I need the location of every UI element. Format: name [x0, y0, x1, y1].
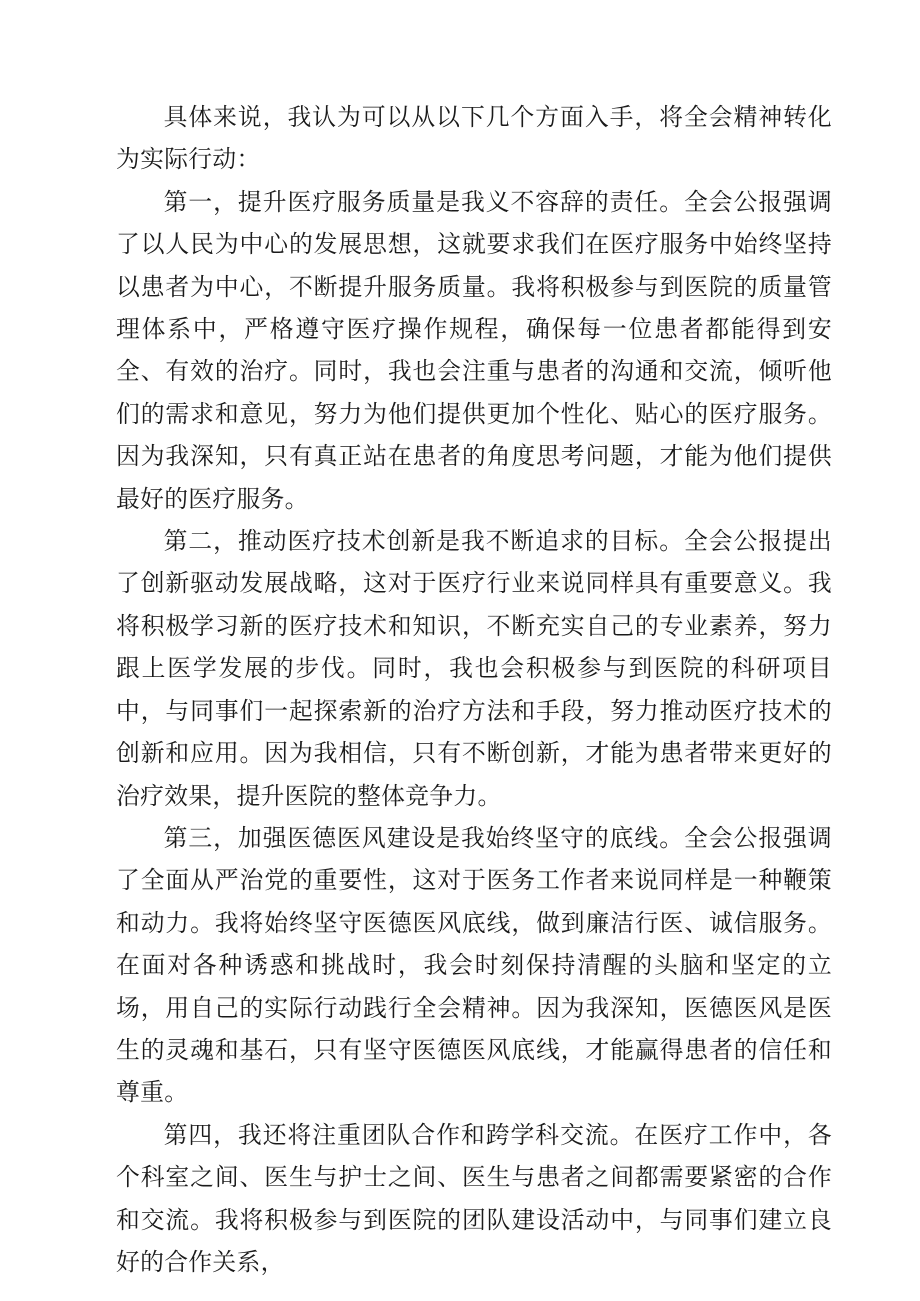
document-body	[116, 96, 832, 1283]
paragraph-intro: 具体来说，我认为可以从以下几个方面入手，将全会精神转化为实际行动：	[116, 103, 832, 174]
paragraph-first: 第一，提升医疗服务质量是我义不容辞的责任。全会公报强调了以人民为中心的发展思想，这就要求我们在医疗服务中始终坚持以患者为中心，不断提升服务质量。我将积极参与到医院的质量管理体系中，严格遵守医疗操作规程，确保每一位患者都能得到安全、有效的治疗。同时，我也会注重与患者的沟通和交流，倾听他们的需求和意见，努力为他们提供更加个性化、贴心的医疗服务。因为我深知，只有真正站在患者的角度思考问题，才能为他们提供最好的医疗服务。	[116, 187, 832, 513]
paragraph-second: 第二，推动医疗技术创新是我不断追求的目标。全会公报提出了创新驱动发展战略，这对于医疗行业来说同样具有重要意义。我将积极学习新的医疗技术和知识，不断充实自己的专业素养，努力跟上医学发展的步伐。同时，我也会积极参与到医院的科研项目中，与同事们一起探索新的治疗方法和手段，努力推动医疗技术的创新和应用。因为我相信，只有不断创新，才能为患者带来更好的治疗效果，提升医院的整体竞争力。	[116, 527, 832, 810]
paragraph-fourth: 第四，我还将注重团队合作和跨学科交流。在医疗工作中，各个科室之间、医生与护士之间、医生与患者之间都需要紧密的合作和交流。我将积极参与到医院的团队建设活动中，与同事们建立良好的合作关系，	[116, 1120, 832, 1276]
paragraph-third: 第三，加强医德医风建设是我始终坚守的底线。全会公报强调了全面从严治党的重要性，这对于医务工作者来说同样是一种鞭策和动力。我将始终坚守医德医风底线，做到廉洁行医、诚信服务。在面对各种诱惑和挑战时，我会时刻保持清醒的头脑和坚定的立场，用自己的实际行动践行全会精神。因为我深知，医德医风是医生的灵魂和基石，只有坚守医德医风底线，才能赢得患者的信任和尊重。	[116, 823, 832, 1107]
